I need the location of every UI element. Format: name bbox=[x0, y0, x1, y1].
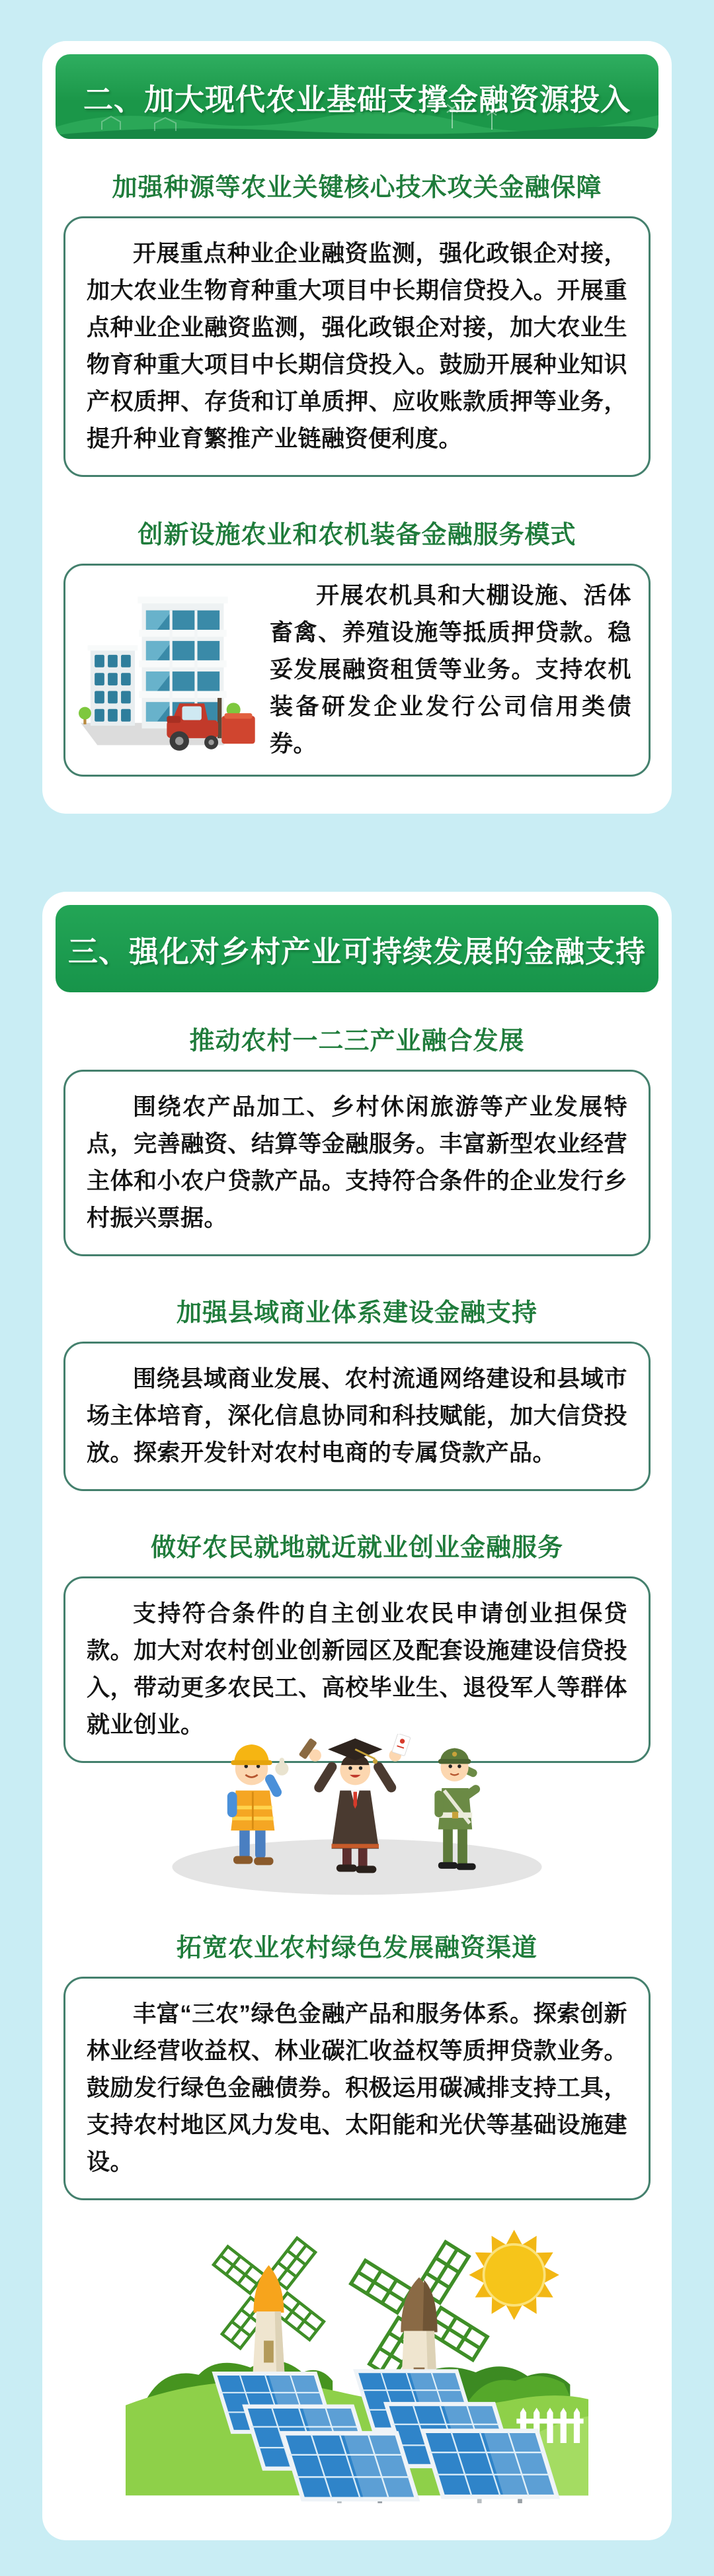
banner-section-2 bbox=[56, 54, 658, 139]
text-box-seed-finance bbox=[63, 216, 651, 477]
paragraph-seed-finance: 开展重点种业企业融资监测，强化政银企对接，加大农业生物育种重大项目中长期信贷投入。开展重点种业企业融资监测，强化政银企对接，加大农业生物育种重大项目中长期信贷投入。鼓励开展种业知识产权质押、存货和订单质押、应收账款质押等业务，提升种业育繁推产业链融资便利度。 bbox=[87, 241, 627, 452]
text-box-industry-integration bbox=[63, 1070, 651, 1256]
sun-icon bbox=[469, 2230, 559, 2320]
paragraph-employment-services: 支持符合条件的自主创业农民申请创业担保贷款。加大对农村创业创新园区及配套设施建设信贷投入，带动更多农民工、高校毕业生、退役军人等群体就业创业。 bbox=[87, 1601, 627, 1738]
card-section-3 bbox=[42, 892, 672, 2540]
banner-section-3 bbox=[56, 905, 658, 992]
text-box-county-commerce bbox=[63, 1342, 651, 1491]
section-3-title: 三、强化对乡村产业可持续发展的金融支持 bbox=[67, 934, 646, 968]
military-cap-icon bbox=[438, 1748, 471, 1764]
text-box-green-finance bbox=[63, 1977, 651, 2200]
building-left-wing bbox=[88, 645, 138, 726]
green-energy-illustration bbox=[126, 2213, 588, 2503]
subheading-employment-services: 做好农民就地就近就业创业金融服务 bbox=[150, 1534, 563, 1562]
subheading-machinery-finance: 创新设施农业和农机装备金融服务模式 bbox=[138, 521, 576, 549]
subheading-industry-integration: 推动农村一二三产业融合发展 bbox=[189, 1027, 525, 1055]
hard-hat-icon bbox=[234, 1744, 269, 1763]
mortarboard-icon bbox=[328, 1739, 383, 1760]
subheading-county-commerce: 加强县域商业体系建设金融支持 bbox=[176, 1299, 537, 1327]
diploma-icon bbox=[392, 1734, 411, 1756]
paragraph-county-commerce: 围绕县域商业发展、农村流通网络建设和县域市场主体培育，深化信息协同和科技赋能，加大信贷投放。探索开发针对农村电商的专属贷款产品。 bbox=[87, 1366, 627, 1466]
page-background bbox=[0, 41, 714, 2540]
subheading-green-finance: 拓宽农业农村绿色发展融资渠道 bbox=[176, 1934, 537, 1962]
paragraph-green-finance: 丰富“三农”绿色金融产品和服务体系。探索创新林业经营收益权、林业碳汇收益权等质押贷款业务。鼓励发行绿色金融债券。积极运用碳减排支持工具，支持农村地区风力发电、太阳能和光伏等基础设施建设。 bbox=[87, 2001, 627, 2175]
section-2-title: 二、加大现代农业基础支撑金融资源投入 bbox=[83, 82, 631, 116]
building-illustration bbox=[75, 587, 263, 753]
subheading-seed-finance: 加强种源等农业关键核心技术攻关金融保障 bbox=[112, 174, 602, 202]
paragraph-machinery-finance: 开展农机具和大棚设施、活体畜禽、养殖设施等抵质押贷款。稳妥发展融资租赁等业务。支持农机装备研发企业发行公司信用类债券。 bbox=[270, 583, 631, 757]
people-illustration bbox=[139, 1734, 575, 1901]
card-section-2 bbox=[42, 41, 672, 814]
text-box-machinery-finance bbox=[63, 564, 651, 777]
paragraph-industry-integration: 围绕农产品加工、乡村休闲旅游等产业发展特点，完善融资、结算等金融服务。丰富新型农业经营主体和小农户贷款产品。支持符合条件的企业发行乡村振兴票据。 bbox=[87, 1094, 627, 1231]
